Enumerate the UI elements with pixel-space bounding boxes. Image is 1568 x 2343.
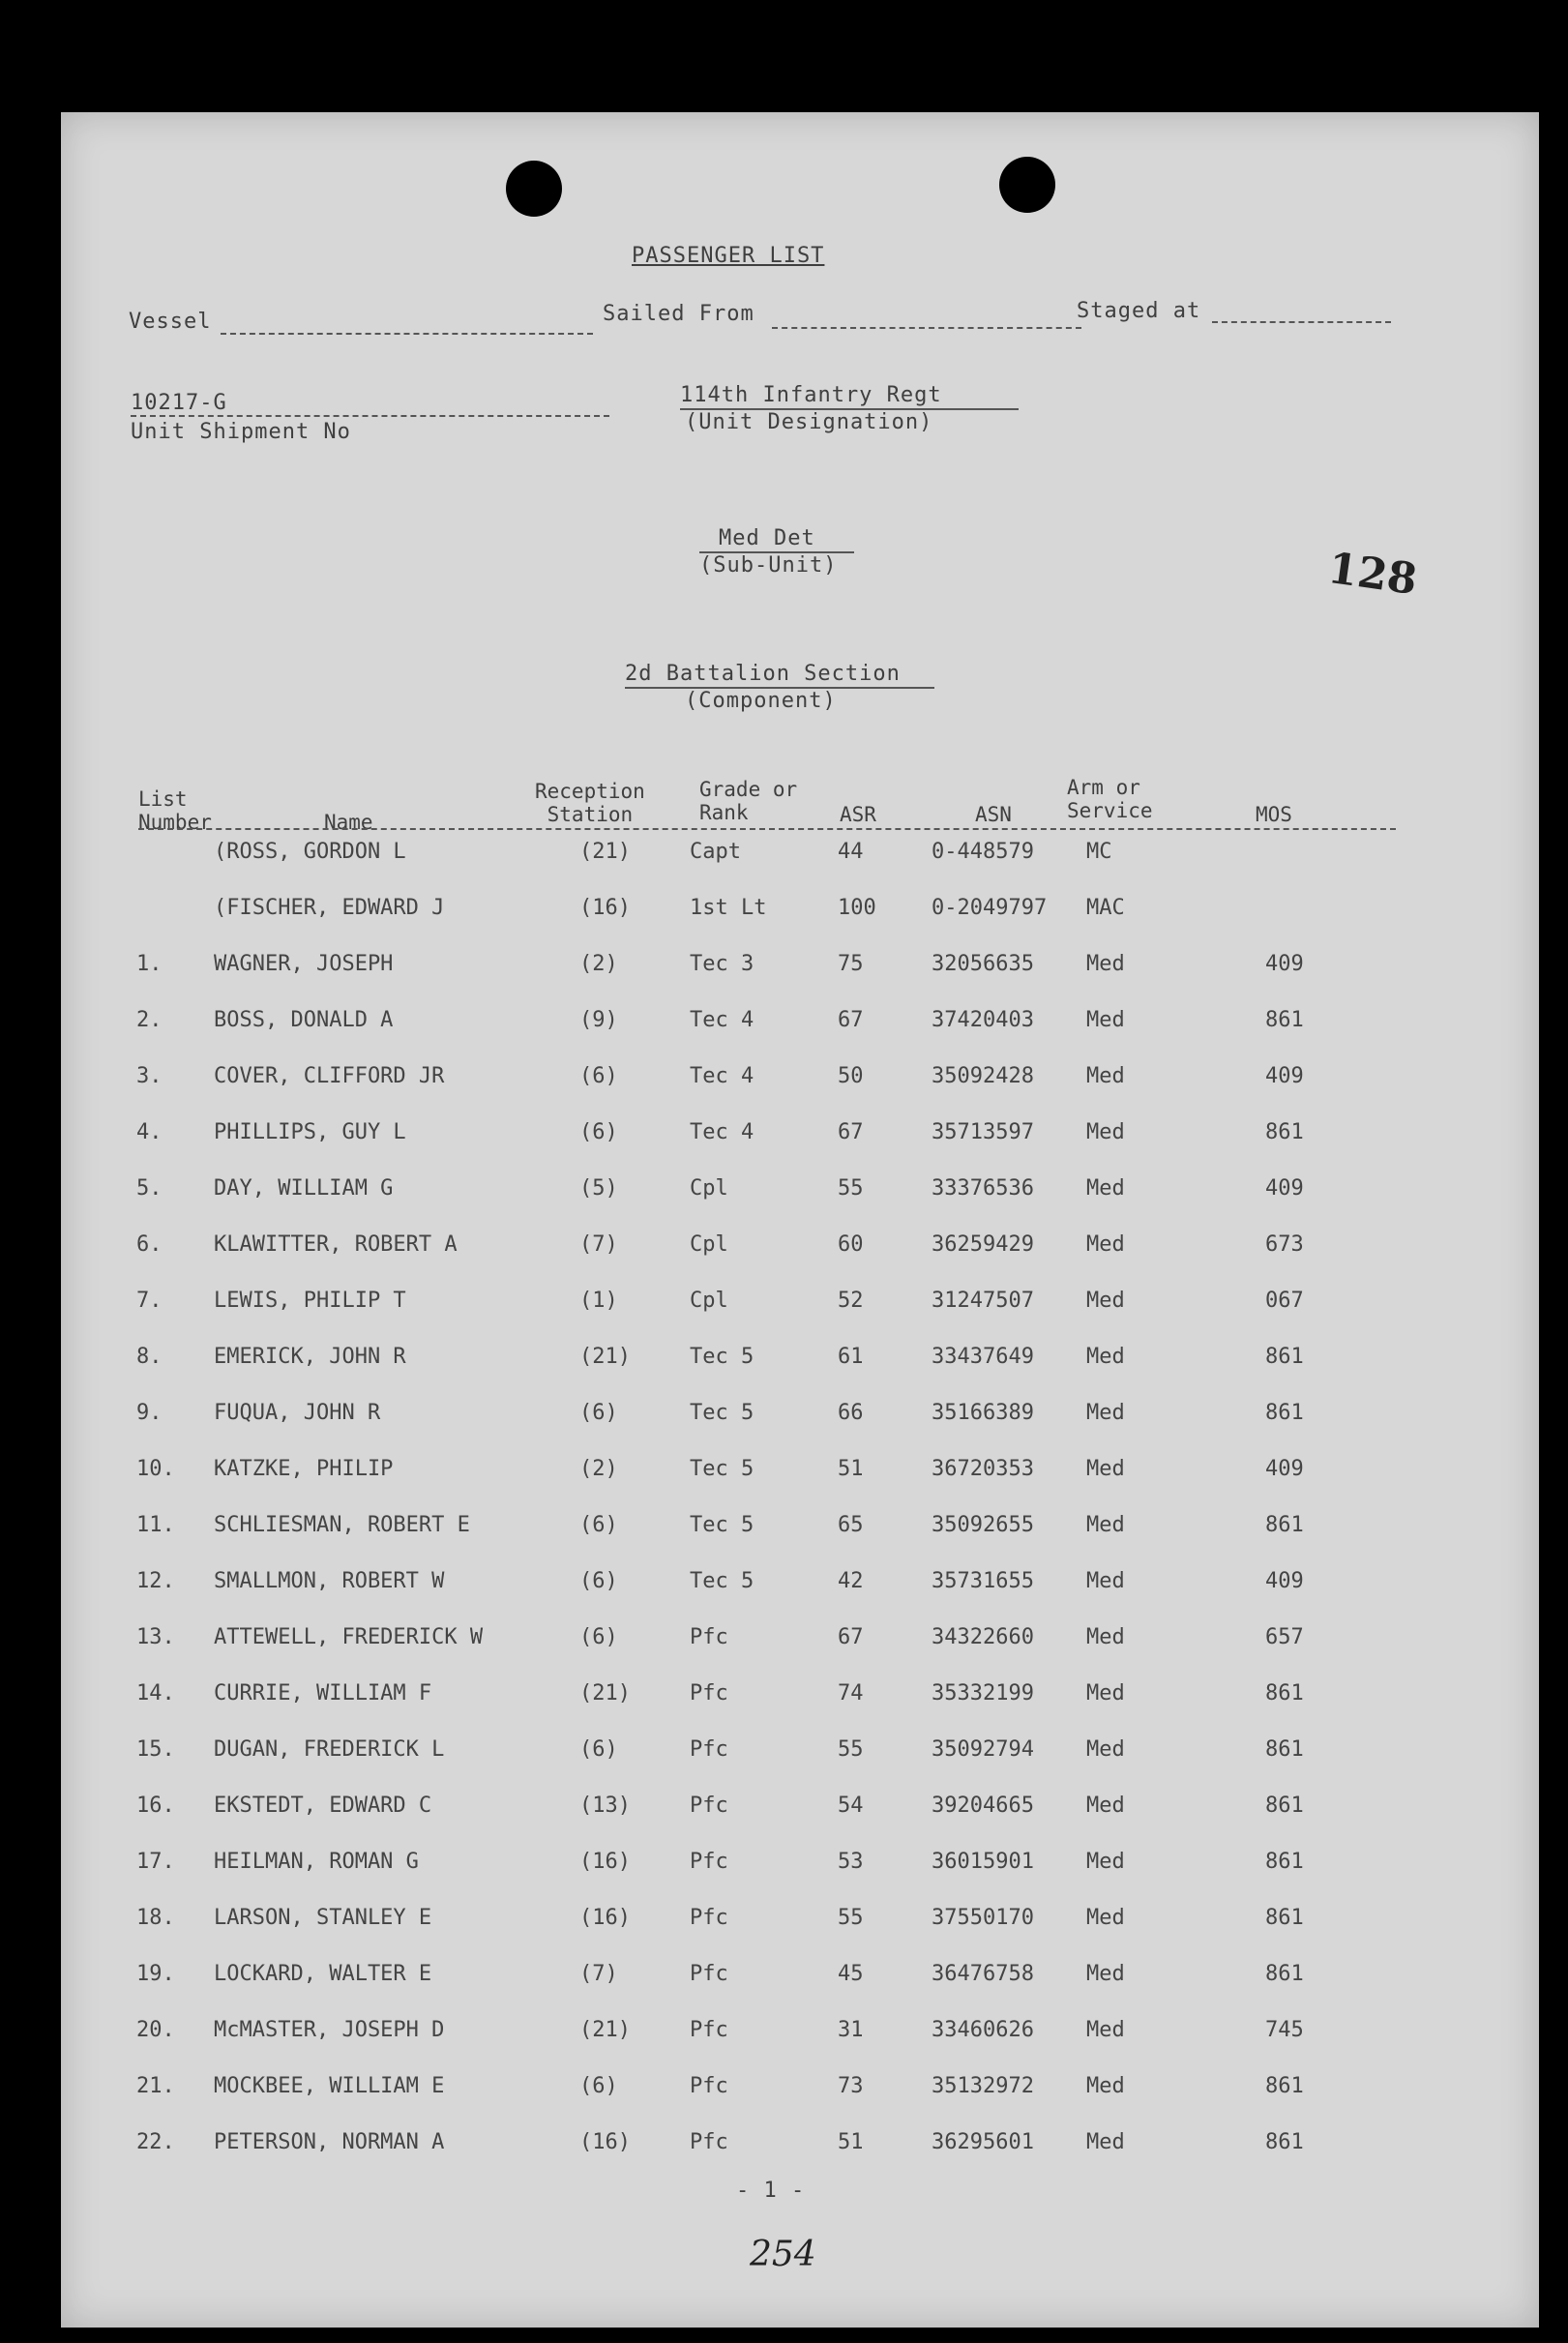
row-mos: 673 [1265, 1232, 1304, 1257]
row-asn: 35132972 [932, 2074, 1034, 2098]
sailed-from-field [772, 327, 1081, 329]
row-reception-station: (16) [579, 1906, 631, 1930]
row-grade: Pfc [690, 1625, 728, 1649]
row-grade: Pfc [690, 2074, 728, 2098]
row-number: 9. [136, 1401, 163, 1425]
row-reception-station: (16) [579, 896, 631, 920]
row-asr: 55 [838, 1906, 864, 1930]
row-arm-service: Med [1086, 952, 1125, 976]
row-asr: 73 [838, 2074, 864, 2098]
row-mos: 861 [1265, 1850, 1304, 1874]
row-name: LEWIS, PHILIP T [214, 1289, 406, 1313]
row-reception-station: (1) [579, 1289, 618, 1313]
row-mos: 861 [1265, 1345, 1304, 1369]
row-arm-service: MAC [1086, 896, 1125, 920]
row-name: COVER, CLIFFORD JR [214, 1064, 445, 1088]
row-grade: Tec 5 [690, 1569, 754, 1593]
row-mos: 861 [1265, 2130, 1304, 2154]
row-mos: 409 [1265, 952, 1304, 976]
handwritten-number: 254 [750, 2235, 816, 2274]
row-number: 4. [136, 1120, 163, 1144]
row-arm-service: Med [1086, 1962, 1125, 1986]
row-grade: Tec 4 [690, 1120, 754, 1144]
row-asr: 67 [838, 1625, 864, 1649]
row-asr: 67 [838, 1120, 864, 1144]
row-arm-service: Med [1086, 1176, 1125, 1201]
row-asr: 50 [838, 1064, 864, 1088]
row-number: 16. [136, 1794, 175, 1818]
sailed-from-label: Sailed From [603, 302, 754, 326]
row-grade: Tec 5 [690, 1513, 754, 1537]
row-name: SCHLIESMAN, ROBERT E [214, 1513, 470, 1537]
row-arm-service: Med [1086, 1737, 1125, 1762]
border-speck [92, 53, 121, 74]
row-asr: 66 [838, 1401, 864, 1425]
row-arm-service: Med [1086, 1681, 1125, 1705]
row-grade: Pfc [690, 1850, 728, 1874]
page-title: PASSENGER LIST [632, 244, 825, 268]
unit-shipment-value: 10217-G [131, 391, 227, 415]
row-name: ATTEWELL, FREDERICK W [214, 1625, 484, 1649]
row-asn: 35713597 [932, 1120, 1034, 1144]
row-asr: 55 [838, 1737, 864, 1762]
row-reception-station: (5) [579, 1176, 618, 1201]
row-number: 20. [136, 2018, 175, 2042]
row-asn: 33437649 [932, 1345, 1034, 1369]
page-stamp-number: 128 [1324, 543, 1420, 606]
row-grade: Pfc [690, 1906, 728, 1930]
row-mos: 861 [1265, 1401, 1304, 1425]
row-name: FUQUA, JOHN R [214, 1401, 381, 1425]
row-grade: Pfc [690, 2130, 728, 2154]
unit-shipment-label: Unit Shipment No [131, 420, 351, 444]
row-asr: 75 [838, 952, 864, 976]
row-name: PETERSON, NORMAN A [214, 2130, 445, 2154]
border-speck [432, 50, 437, 64]
row-name: CURRIE, WILLIAM F [214, 1681, 432, 1705]
row-number: 15. [136, 1737, 175, 1762]
row-reception-station: (16) [579, 2130, 631, 2154]
row-mos: 409 [1265, 1176, 1304, 1201]
row-asn: 34322660 [932, 1625, 1034, 1649]
row-number: 7. [136, 1289, 163, 1313]
row-arm-service: Med [1086, 1906, 1125, 1930]
row-name: EKSTEDT, EDWARD C [214, 1794, 432, 1818]
row-name: HEILMAN, ROMAN G [214, 1850, 419, 1874]
row-reception-station: (6) [579, 1625, 618, 1649]
row-number: 17. [136, 1850, 175, 1874]
vessel-field [221, 333, 593, 335]
row-reception-station: (7) [579, 1232, 618, 1257]
row-mos: 861 [1265, 1008, 1304, 1032]
row-arm-service: Med [1086, 1289, 1125, 1313]
row-grade: 1st Lt [690, 896, 767, 920]
row-mos: 861 [1265, 1120, 1304, 1144]
row-asn: 35166389 [932, 1401, 1034, 1425]
row-name: McMASTER, JOSEPH D [214, 2018, 445, 2042]
staged-at-field [1212, 321, 1391, 323]
row-name: PHILLIPS, GUY L [214, 1120, 406, 1144]
row-grade: Capt [690, 840, 741, 864]
unit-designation-value: 114th Infantry Regt [680, 383, 942, 407]
row-asn: 37420403 [932, 1008, 1034, 1032]
col-asn: ASN [975, 803, 1012, 826]
row-asr: 61 [838, 1345, 864, 1369]
staged-at-label: Staged at [1077, 299, 1201, 323]
row-grade: Pfc [690, 1794, 728, 1818]
row-number: 18. [136, 1906, 175, 1930]
row-mos: 861 [1265, 1794, 1304, 1818]
row-asr: 74 [838, 1681, 864, 1705]
row-reception-station: (9) [579, 1008, 618, 1032]
row-arm-service: Med [1086, 1008, 1125, 1032]
row-number: 8. [136, 1345, 163, 1369]
row-asr: 44 [838, 840, 864, 864]
row-grade: Tec 5 [690, 1345, 754, 1369]
row-number: 14. [136, 1681, 175, 1705]
row-arm-service: Med [1086, 1232, 1125, 1257]
row-arm-service: Med [1086, 2074, 1125, 2098]
row-reception-station: (6) [579, 1401, 618, 1425]
row-asr: 42 [838, 1569, 864, 1593]
row-mos: 861 [1265, 1906, 1304, 1930]
row-name: (ROSS, GORDON L [214, 840, 406, 864]
sub-unit-value: Med Det [719, 526, 815, 550]
row-grade: Tec 5 [690, 1457, 754, 1481]
row-asn: 36476758 [932, 1962, 1034, 1986]
unit-designation-label: (Unit Designation) [685, 410, 933, 434]
row-asn: 33460626 [932, 2018, 1034, 2042]
row-asn: 35731655 [932, 1569, 1034, 1593]
row-arm-service: Med [1086, 1513, 1125, 1537]
row-name: EMERICK, JOHN R [214, 1345, 406, 1369]
row-arm-service: Med [1086, 2130, 1125, 2154]
row-arm-service: Med [1086, 1569, 1125, 1593]
row-reception-station: (13) [579, 1794, 631, 1818]
row-asr: 51 [838, 2130, 864, 2154]
row-arm-service: Med [1086, 1064, 1125, 1088]
col-reception-station: Reception Station [535, 780, 645, 826]
row-asr: 100 [838, 896, 876, 920]
row-reception-station: (6) [579, 2074, 618, 2098]
row-asn: 37550170 [932, 1906, 1034, 1930]
row-number: 3. [136, 1064, 163, 1088]
row-grade: Tec 4 [690, 1008, 754, 1032]
row-name: (FISCHER, EDWARD J [214, 896, 445, 920]
row-grade: Tec 4 [690, 1064, 754, 1088]
component-value: 2d Battalion Section [625, 662, 901, 686]
col-list-number: List Number [138, 787, 212, 834]
row-mos: 067 [1265, 1289, 1304, 1313]
row-arm-service: Med [1086, 1401, 1125, 1425]
row-arm-service: Med [1086, 1120, 1125, 1144]
row-number: 11. [136, 1513, 175, 1537]
col-asr: ASR [840, 803, 876, 826]
row-arm-service: Med [1086, 1625, 1125, 1649]
vessel-label: Vessel [129, 310, 212, 334]
row-mos: 861 [1265, 1681, 1304, 1705]
row-name: SMALLMON, ROBERT W [214, 1569, 445, 1593]
row-name: DUGAN, FREDERICK L [214, 1737, 445, 1762]
row-number: 12. [136, 1569, 175, 1593]
sub-unit-label: (Sub-Unit) [699, 553, 838, 578]
row-grade: Cpl [690, 1289, 728, 1313]
row-number: 5. [136, 1176, 163, 1201]
row-asn: 35092794 [932, 1737, 1034, 1762]
row-asr: 52 [838, 1289, 864, 1313]
row-asn: 36720353 [932, 1457, 1034, 1481]
row-mos: 861 [1265, 1513, 1304, 1537]
row-name: KLAWITTER, ROBERT A [214, 1232, 458, 1257]
row-grade: Pfc [690, 2018, 728, 2042]
page-number: - 1 - [736, 2179, 806, 2203]
row-mos: 861 [1265, 1962, 1304, 1986]
row-reception-station: (6) [579, 1569, 618, 1593]
row-mos: 409 [1265, 1064, 1304, 1088]
row-asr: 60 [838, 1232, 864, 1257]
row-grade: Cpl [690, 1176, 728, 1201]
row-reception-station: (2) [579, 1457, 618, 1481]
row-arm-service: Med [1086, 1345, 1125, 1369]
row-arm-service: MC [1086, 840, 1112, 864]
row-name: LARSON, STANLEY E [214, 1906, 432, 1930]
row-name: KATZKE, PHILIP [214, 1457, 394, 1481]
row-name: BOSS, DONALD A [214, 1008, 394, 1032]
row-grade: Cpl [690, 1232, 728, 1257]
row-asn: 0-2049797 [932, 896, 1048, 920]
punch-hole-right [999, 157, 1055, 213]
row-number: 10. [136, 1457, 175, 1481]
row-asn: 36259429 [932, 1232, 1034, 1257]
row-asn: 0-448579 [932, 840, 1034, 864]
row-number: 1. [136, 952, 163, 976]
row-reception-station: (6) [579, 1120, 618, 1144]
row-asn: 39204665 [932, 1794, 1034, 1818]
border-speck [426, 37, 433, 44]
component-label: (Component) [685, 689, 837, 713]
row-reception-station: (21) [579, 1681, 631, 1705]
row-asn: 36015901 [932, 1850, 1034, 1874]
col-name: Name [324, 811, 373, 834]
row-number: 21. [136, 2074, 175, 2098]
row-grade: Pfc [690, 1681, 728, 1705]
col-arm-service: Arm or Service [1067, 776, 1153, 822]
row-asr: 45 [838, 1962, 864, 1986]
punch-hole-left [506, 161, 562, 217]
row-arm-service: Med [1086, 1457, 1125, 1481]
row-reception-station: (21) [579, 840, 631, 864]
row-reception-station: (6) [579, 1064, 618, 1088]
row-grade: Tec 3 [690, 952, 754, 976]
row-mos: 409 [1265, 1569, 1304, 1593]
row-asn: 36295601 [932, 2130, 1034, 2154]
row-asn: 35092428 [932, 1064, 1034, 1088]
row-number: 19. [136, 1962, 175, 1986]
row-reception-station: (6) [579, 1513, 618, 1537]
row-asr: 54 [838, 1794, 864, 1818]
row-mos: 745 [1265, 2018, 1304, 2042]
row-reception-station: (2) [579, 952, 618, 976]
row-asr: 53 [838, 1850, 864, 1874]
document-page [61, 112, 1539, 2328]
row-mos: 861 [1265, 2074, 1304, 2098]
col-mos: MOS [1256, 803, 1292, 826]
row-asn: 31247507 [932, 1289, 1034, 1313]
row-reception-station: (6) [579, 1737, 618, 1762]
row-number: 6. [136, 1232, 163, 1257]
row-reception-station: (21) [579, 2018, 631, 2042]
col-grade: Grade or Rank [699, 778, 798, 824]
row-name: DAY, WILLIAM G [214, 1176, 394, 1201]
row-name: WAGNER, JOSEPH [214, 952, 394, 976]
row-arm-service: Med [1086, 1794, 1125, 1818]
unit-shipment-field [131, 415, 609, 417]
row-asr: 65 [838, 1513, 864, 1537]
row-number: 2. [136, 1008, 163, 1032]
header-rule [138, 828, 1396, 830]
row-reception-station: (16) [579, 1850, 631, 1874]
row-reception-station: (21) [579, 1345, 631, 1369]
row-arm-service: Med [1086, 1850, 1125, 1874]
row-mos: 657 [1265, 1625, 1304, 1649]
row-grade: Pfc [690, 1737, 728, 1762]
row-asn: 35332199 [932, 1681, 1034, 1705]
row-asr: 55 [838, 1176, 864, 1201]
row-mos: 861 [1265, 1737, 1304, 1762]
row-name: LOCKARD, WALTER E [214, 1962, 432, 1986]
row-reception-station: (7) [579, 1962, 618, 1986]
row-grade: Tec 5 [690, 1401, 754, 1425]
row-arm-service: Med [1086, 2018, 1125, 2042]
row-number: 13. [136, 1625, 175, 1649]
row-mos: 409 [1265, 1457, 1304, 1481]
row-asr: 67 [838, 1008, 864, 1032]
row-grade: Pfc [690, 1962, 728, 1986]
row-asr: 31 [838, 2018, 864, 2042]
row-asn: 35092655 [932, 1513, 1034, 1537]
row-number: 22. [136, 2130, 175, 2154]
row-name: MOCKBEE, WILLIAM E [214, 2074, 445, 2098]
row-asn: 33376536 [932, 1176, 1034, 1201]
row-asr: 51 [838, 1457, 864, 1481]
row-asn: 32056635 [932, 952, 1034, 976]
